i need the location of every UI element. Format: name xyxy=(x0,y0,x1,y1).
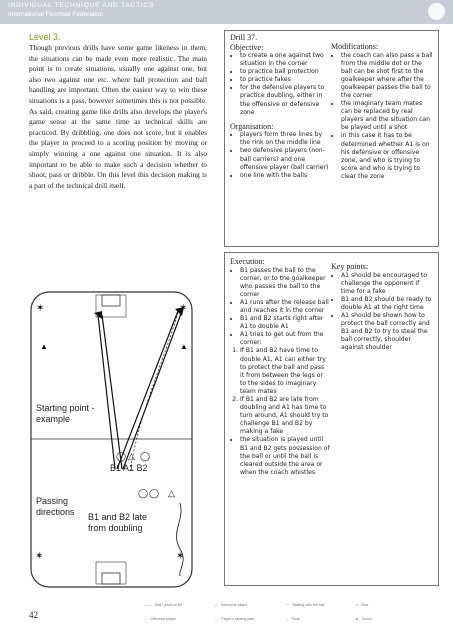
objective-list xyxy=(230,52,330,117)
legend-item: △ Defensive player xyxy=(215,603,248,607)
legend-dash-icon: - - xyxy=(215,617,219,621)
list-item: • for the defensive players to practice doubling, either in the offensive or defensive zone xyxy=(240,84,330,116)
legend-item: —— Ball / puck on ice xyxy=(145,603,183,607)
legend-arrow-icon: → xyxy=(285,617,289,621)
player-a1-icon: △ xyxy=(168,488,175,498)
legend-item: ○ Offensive player xyxy=(145,617,177,621)
rink-diagram xyxy=(30,291,193,588)
page-number: 42 xyxy=(29,610,38,620)
intro-text: Though previous drills have some game likeness in them, the situations can be made even more realistic. The main point is to create situations, usually one against one, but also two against one etc. where ball protection and ball handling are important. Often the easiest way to win these situations is a pass, however sometimes this is not possible. As said, creating game like drills also develops the player's game sense at the same time as technical skills are practiced. By dribbling, one does not score, but it enables the player to proceed to a scoring position by moving or simply winning a one against one situation. It is also important to be able to make such a decision whether to shoot, pass or dribble. On this level this decision making is a part of the technical drill itself. xyxy=(29,43,207,190)
star-icon: ✶ xyxy=(179,303,188,314)
page-header xyxy=(0,0,453,24)
execution-numbered-list xyxy=(230,347,330,436)
objective-heading: Objective: xyxy=(230,42,264,52)
list-item: • A1 runs after the release ball and reaches it in the corner xyxy=(240,299,330,315)
player-b1-icon: ◯ xyxy=(116,451,127,461)
list-item: • to practice ball protection xyxy=(240,68,330,76)
list-item: • the coach can also pass a ball from the middle dot or the ball can be shot first to the goalkeeper where after the goalkeeper passes the ball to the corner xyxy=(341,52,433,101)
skating-path xyxy=(130,313,178,471)
list-item: • A1 should be encouraged to challenge the opponent if time for a fake xyxy=(341,272,433,296)
modifications-heading: Modifications: xyxy=(331,42,379,51)
legend-item: ~~ Skating with the ball xyxy=(285,603,325,607)
objective-column xyxy=(230,33,330,180)
legend-wave-icon: ~~ xyxy=(285,603,290,607)
keypoints-column xyxy=(331,262,433,352)
list-item: • B1 and B2 starts right after A1 to double A1 xyxy=(240,315,330,331)
execution-column xyxy=(230,257,330,477)
legend-line-icon: —— xyxy=(145,603,153,607)
label-passing-directions: Passing directions xyxy=(36,496,75,517)
keypoints-heading: Key points: xyxy=(331,262,369,271)
modifications-list xyxy=(331,52,433,182)
legend-circle-icon: ○ xyxy=(145,617,148,621)
player-b1-icon: ◯ xyxy=(138,488,149,498)
list-item: 1. If B1 and B2 have time to double A1, A1 can either try to protect the ball and pass it from between the legs or to the sides to imaginary team mates xyxy=(240,347,330,396)
list-item: • players form three lines by the rink on the middle line xyxy=(240,131,330,147)
star-icon: ✶ xyxy=(35,551,44,562)
execution-heading: Execution: xyxy=(230,257,265,266)
label-players: B1 A1 B2 xyxy=(110,463,148,473)
cone-icon: ▲ xyxy=(180,342,188,351)
list-item: • A1 tries to get out from the corner: xyxy=(240,331,330,347)
pass-arrow xyxy=(123,311,182,469)
pass-arrow xyxy=(117,311,178,469)
player-b2-icon: ◯ xyxy=(149,488,160,498)
legend-item: - - Player's skating path xyxy=(215,617,255,621)
dribble-path xyxy=(176,503,183,576)
drill-title: Drill 37. xyxy=(230,33,258,42)
label-starting-point: Starting point -example xyxy=(36,403,95,424)
legend-cone-icon: ▲ xyxy=(355,617,359,621)
legend-item: ⇒ Shot xyxy=(355,603,369,607)
player-b2-icon: ◯ xyxy=(140,451,151,461)
list-item: 2. If B1 and B2 are late from doubling and A1 has time to turn around, A1 should try to challenge B1 and B2 by making a fake xyxy=(240,396,330,436)
cone-icon: ▲ xyxy=(40,342,48,351)
star-icon: ✶ xyxy=(176,551,185,562)
player-a1-icon: △ xyxy=(128,451,135,461)
list-item: • in this case it has to be determined whether A1 is on his defensive or offensive zone, and who is trying to score and who is trying to clear the zone xyxy=(341,132,433,181)
rink-svg xyxy=(30,291,193,588)
list-item: • to create a one against two situation in the corner xyxy=(240,52,330,68)
keypoints-list xyxy=(331,272,433,353)
list-item: • the situation is played until B1 and B2 gets possession of the ball or until the ball is cleared outside the area or when the coach whistles xyxy=(240,436,330,476)
goal-top xyxy=(102,295,120,306)
header-section: INDIVIDUAL TECHNIQUE AND TACTICS xyxy=(8,2,154,9)
list-item: • B1 passes the ball to the corner, or to the goalkeeper who passes the ball to the corner xyxy=(240,267,330,299)
execution-list xyxy=(230,267,330,348)
organisation-list xyxy=(230,131,330,180)
iff-logo-icon xyxy=(428,3,445,20)
list-item: • two defensive players (non-ball carriers) and one offensive player (ball carrier) xyxy=(240,147,330,171)
organisation-heading: Organisation: xyxy=(230,121,274,131)
label-late-doubling: B1 and B2 late from doubling xyxy=(88,512,148,533)
execution-list-b xyxy=(230,436,330,476)
list-item: • A1 should be shown how to protect the ball correctly and B1 and B2 to try to steal the ball correctly, shoulder against shoulder xyxy=(341,312,433,352)
list-item: • B1 and B2 should be ready to double A1 at the right time xyxy=(341,296,433,312)
list-item: • one line with the balls xyxy=(240,172,330,180)
star-icon: ✶ xyxy=(36,303,45,314)
goal-bottom xyxy=(102,573,120,584)
header-publisher: International Floorball Federation xyxy=(8,11,104,18)
legend xyxy=(145,603,425,633)
level-title: Level 3. xyxy=(29,32,61,42)
legend-item: → Pass xyxy=(285,617,300,621)
legend-shot-icon: ⇒ xyxy=(355,603,359,607)
legend-triangle-icon: △ xyxy=(215,603,218,607)
list-item: • the imaginary team mates can be replaced by real players and the situation can be played until a shot xyxy=(341,100,433,132)
list-item: • to practice fakes xyxy=(240,76,330,84)
legend-item: ▲ Cones xyxy=(355,617,372,621)
modifications-column xyxy=(331,42,433,181)
